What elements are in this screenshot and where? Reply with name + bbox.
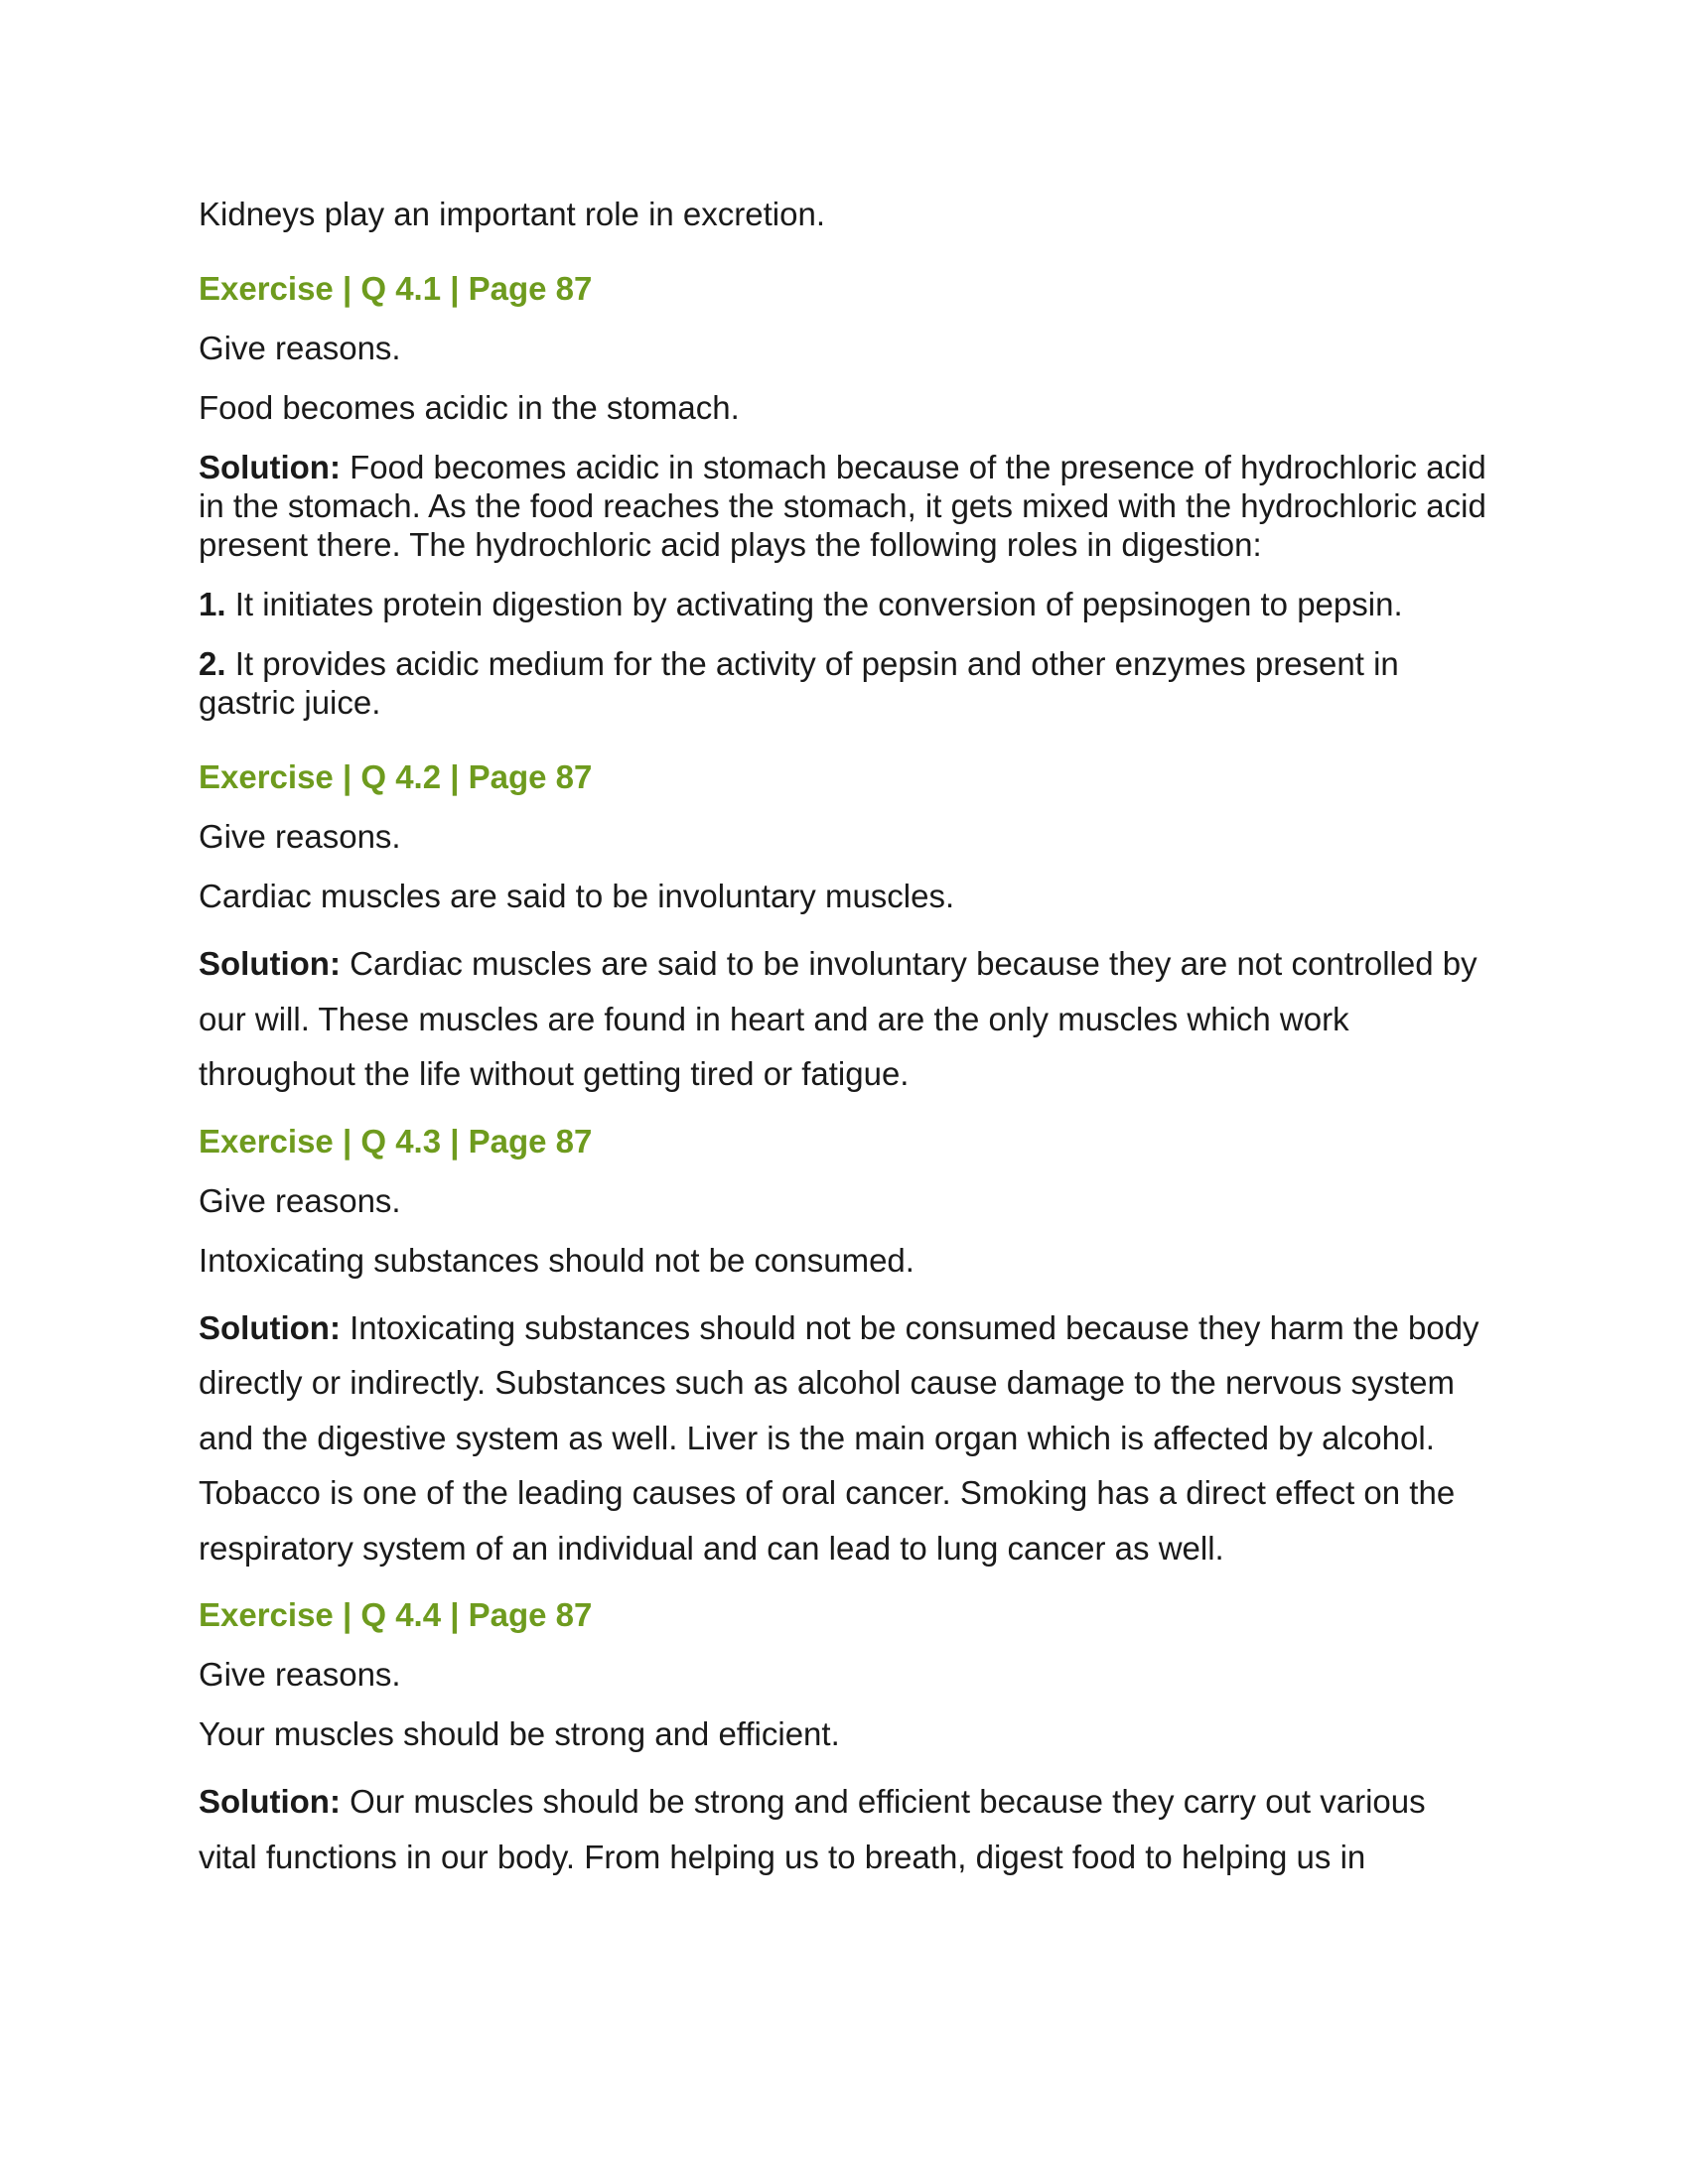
solution-label: Solution: — [199, 449, 341, 485]
question-text: Food becomes acidic in the stomach. — [199, 389, 740, 426]
point-number: 1. — [199, 586, 226, 622]
solution-point — [199, 585, 1489, 623]
question-text: Cardiac muscles are said to be involuntary muscles. — [199, 878, 955, 914]
exercise-heading: Exercise | Q 4.2 | Page 87 — [199, 758, 593, 795]
solution-label: Solution: — [199, 1783, 341, 1820]
solution-label: Solution: — [199, 1308, 341, 1346]
solution-text: Food becomes acidic in stomach because of the presence of hydrochloric acid in the stomach. As the food reaches the stomach, it gets mixed with the hydrochloric acid present there. The hydrochloric acid plays the following roles in digestion: — [199, 449, 1486, 563]
solution-label: Solution: — [199, 945, 341, 982]
exercise-heading: Exercise | Q 4.1 | Page 87 — [199, 270, 593, 307]
solution-paragraph — [199, 1300, 1489, 1576]
point-number: 2. — [199, 645, 226, 682]
question-prompt: Give reasons. — [199, 330, 401, 366]
question-prompt: Give reasons. — [199, 1656, 401, 1693]
intro-text: Kidneys play an important role in excretion. — [199, 196, 825, 232]
solution-point — [199, 644, 1489, 722]
question-prompt: Give reasons. — [199, 818, 401, 855]
point-text: It initiates protein digestion by activating the conversion of pepsinogen to pepsin. — [225, 586, 1403, 622]
exercise-heading: Exercise | Q 4.3 | Page 87 — [199, 1122, 593, 1160]
solution-text: Cardiac muscles are said to be involuntary because they are not controlled by our will. These muscles are found in heart and are the only muscles which work throughout the life without getting tired or fatigue. — [199, 945, 1477, 1092]
exercise-heading: Exercise | Q 4.4 | Page 87 — [199, 1596, 593, 1633]
solution-paragraph — [199, 448, 1489, 564]
question-prompt: Give reasons. — [199, 1181, 401, 1219]
document-page — [199, 195, 1489, 1884]
solution-text: Our muscles should be strong and efficient because they carry out various vital functions in our body. From helping us to breath, digest food to helping us in — [199, 1783, 1426, 1875]
solution-text: Intoxicating substances should not be consumed because they harm the body directly or indirectly. Substances such as alcohol cause damage to the nervous system and the digestive system as well. Liver is the main organ which is affected by alcohol. Tobacco is one of the leading causes of oral cancer. Smoking has a direct effect on the respiratory system of an individual and can lead to lung cancer as well. — [199, 1308, 1479, 1567]
solution-paragraph — [199, 1774, 1489, 1884]
question-text: Intoxicating substances should not be consumed. — [199, 1241, 914, 1279]
point-text: It provides acidic medium for the activity of pepsin and other enzymes present in gastric juice. — [199, 645, 1399, 721]
solution-paragraph — [199, 936, 1489, 1102]
question-text: Your muscles should be strong and efficient. — [199, 1715, 840, 1752]
